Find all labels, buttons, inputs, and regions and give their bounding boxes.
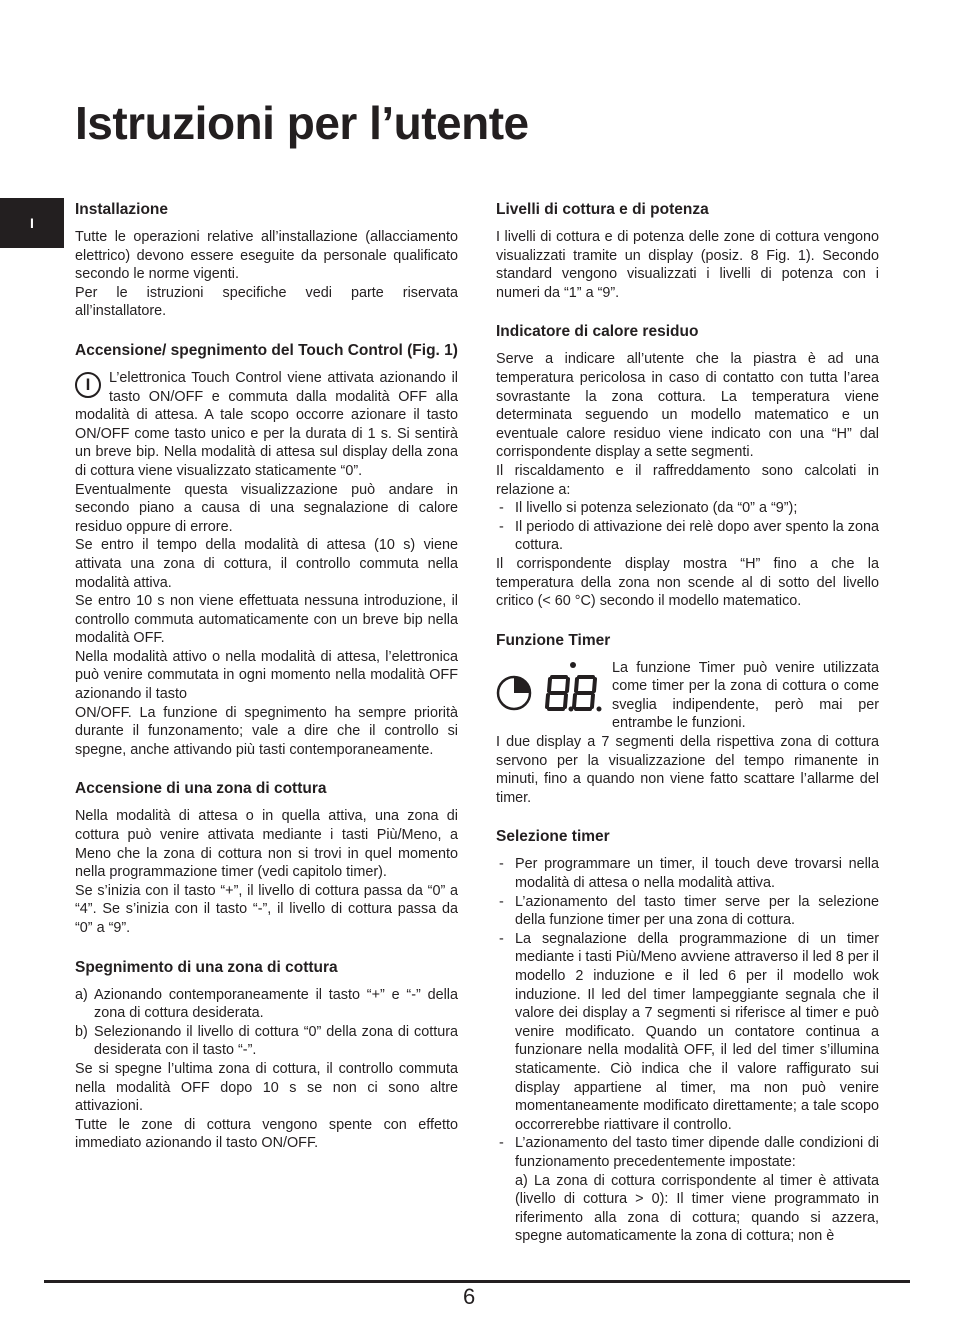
list-marker: a) — [75, 986, 88, 1003]
paragraph: Nella modalità attivo o nella modalità di attesa, l’elettronica può venire commutata in ogni momento nella modalità OFF azionando il tasto — [75, 648, 458, 703]
paragraph: Se entro 10 s non viene effettuata nessuna introduzione, il controllo commuta automaticamente con un breve bip nella modalità OFF. — [75, 593, 458, 647]
paragraph: Tutte le operazioni relative all’installazione (allacciamento elettrico) devono essere eseguite da personale qualificato secondo le norme vigenti. — [75, 229, 458, 283]
list-marker: - — [499, 1135, 504, 1152]
paragraph: Serve a indicare all’utente che la piastra è ad una temperatura pericolosa in caso di contatto con tutta l’area sovrastante la zona cottura. La temperatura viene determinata seguendo un modello matematico e un eventuale calore residuo viene indicato con una “H” dal corrispondente display a sette segmenti. — [496, 351, 879, 461]
language-tab: I — [0, 198, 64, 248]
page-number: 6 — [463, 1284, 476, 1309]
paragraph: Se s’inizia con il tasto “+”, il livello di cottura passa da “0” a “4”. Se s’inizia con il tasto “-”, il livello di cottura passa da “0” a “9”. — [75, 882, 458, 936]
left-column — [75, 200, 458, 1173]
section-indicatore — [496, 322, 879, 610]
section-accensione-zona — [75, 779, 458, 937]
lettered-list — [75, 986, 458, 1060]
section-heading: Indicatore di calore residuo — [496, 323, 699, 341]
list-marker: - — [499, 518, 504, 535]
list-item — [496, 518, 879, 555]
timer-display-icon — [496, 659, 606, 717]
list-item — [496, 1134, 879, 1246]
section-spegnimento-zona — [75, 958, 458, 1153]
list-item — [75, 1023, 458, 1060]
paragraph-text: L’elettronica Touch Control viene attivata azionando il tasto ON/OFF e commuta dalla modalità OFF alla modalità di attesa. A tale scopo occorre azionare il tasto ON/OFF come tasto unico e per la durata di 1 s. Si sentirà un breve bip. Nella modalità di attesa sul display della zona di cottura viene visualizzato staticamente “0”. — [75, 369, 458, 479]
section-heading: Accensione di una zona di cottura — [75, 780, 327, 798]
paragraph: Se si spegne l’ultima zona di cottura, il controllo commuta nella modalità OFF dopo 10 s se non ci sono altre attivazioni. — [75, 1060, 458, 1115]
dash-list — [496, 855, 879, 1245]
paragraph: Se entro il tempo della modalità di attesa (10 s) viene attivata una zona di cottura, il controllo commuta nella modalità attiva. — [75, 537, 458, 591]
paragraph: I due display a 7 segmenti della rispettiva zona di cottura servono per la visualizzazione del tempo rimanente in minuti, fino a quando non viene fatto scattare l’allarme del timer. — [496, 734, 879, 806]
on-off-icon: I — [75, 372, 101, 398]
timer-display-svg — [496, 659, 606, 717]
list-item — [496, 855, 879, 892]
dash-list — [496, 499, 879, 555]
list-item-text: Per programmare un timer, il touch deve trovarsi nella modalità di attesa o nella modalità attiva. — [515, 856, 879, 892]
section-timer — [496, 631, 879, 808]
paragraph: Il corrispondente display mostra “H” fino a che la temperatura della zona non scende al di sotto del livello critico (< 60 °C) secondo il modello matematico. — [496, 555, 879, 610]
right-column — [496, 200, 879, 1266]
section-selezione — [496, 827, 879, 1245]
section-heading: Accensione/ spegnimento del Touch Control (Fig. 1) — [75, 341, 458, 359]
page-title: Istruzioni per l’utente — [75, 97, 529, 149]
paragraph: ON/OFF. La funzione di spegnimento ha sempre priorità durante il funzonamento; vale a dire che il controllo si spegne, anche attivando più tasti contemporaneamente. — [75, 704, 458, 758]
section-heading: Funzione Timer — [496, 631, 611, 649]
list-item-text: Il periodo di attivazione dei relè dopo aver spento la zona cottura. — [515, 518, 880, 554]
footer-rule — [44, 1280, 910, 1283]
paragraph: Per le istruzioni specifiche vedi parte riservata all’installatore. — [75, 284, 458, 320]
section-heading: Livelli di cottura e di potenza — [496, 201, 709, 218]
section-heading: Selezione timer — [496, 828, 610, 846]
paragraph: Tutte le zone di cottura vengono spente con effetto immediato azionando il tasto ON/OFF. — [75, 1116, 458, 1152]
section-heading: Installazione — [75, 201, 169, 218]
list-item-text: L’azionamento del tasto timer serve per la selezione della funzione timer per una zona di cottura. — [515, 893, 879, 929]
section-accensione-touch — [75, 341, 458, 759]
list-item-text: La segnalazione della programmazione di un timer mediante i tasti Più/Meno avviene attraverso il led 8 per il modello 2 induzione e il led 6 per il modello wok induzione. Il led del timer lampeggiante segnala che il valore dei display a 7 segmenti si riferisce al timer e può venire modificato. Quando un contatore continua a funzionare nella modalità OFF, il led del timer s’illumina staticamente. Ciò indica che il valore raffigurato sui display appartiene al timer, ma non può venire momentaneamente modificato direttamente; a tale scopo occorrerebbe riattivare il controllo. — [515, 930, 879, 1133]
section-livelli — [496, 200, 879, 302]
list-marker: - — [499, 930, 504, 947]
list-marker: - — [499, 856, 504, 873]
paragraph: Eventualmente questa visualizzazione può andare in secondo piano a causa di una segnalazione di calore residuo oppure di errore. — [75, 481, 458, 535]
paragraph: Il riscaldamento e il raffreddamento sono calcolati in relazione a: — [496, 462, 879, 498]
paragraph: Nella modalità di attesa o in quella attiva, una zona di cottura può venire attivata mediante i tasti Più/Meno, a Meno che la zona di cottura non si trovi in quel momento nella programmazione timer (vedi capitolo timer). — [75, 808, 458, 881]
list-item — [496, 499, 879, 518]
list-marker: - — [499, 500, 504, 517]
list-item-text: Il livello si potenza selezionato (da “0” a “9”); — [515, 500, 798, 517]
paragraph: I livelli di cottura e di potenza delle zone di cottura vengono visualizzati tramite un display (posiz. 8 Fig. 1). Secondo standard vengono visualizzati i livelli di potenza con i numeri da “1” a “9”. — [496, 229, 879, 301]
list-item-text: Selezionando il livello di cottura “0” della zona di cottura desiderata con il tasto “-”. — [94, 1023, 458, 1059]
paragraph — [496, 659, 879, 733]
list-item — [496, 893, 879, 930]
sub-item-text: a) La zona di cottura corrispondente al timer è attivata (livello di cottura > 0): Il timer viene programmato in riferimento alla zona di cottura; quando si azzera, spegne automaticamente la zona di cottura; non è — [515, 1172, 879, 1245]
list-marker: - — [499, 893, 504, 910]
paragraph-text: La funzione Timer può venire utilizzata come timer per la zona di cottura o come sveglia indipendente, però mai per entrambe le funzioni. — [612, 659, 879, 732]
list-item-text: Azionando contemporaneamente il tasto “+” e “-” della zona di cottura desiderata. — [94, 986, 458, 1022]
list-item — [75, 986, 458, 1023]
list-marker: b) — [75, 1023, 88, 1040]
section-installazione — [75, 200, 458, 321]
list-item-text: L’azionamento del tasto timer dipende dalle condizioni di funzionamento precedentemente impostate: — [515, 1135, 879, 1170]
list-item — [496, 930, 879, 1135]
section-heading: Spegnimento di una zona di cottura — [75, 958, 338, 976]
paragraph — [75, 369, 458, 481]
